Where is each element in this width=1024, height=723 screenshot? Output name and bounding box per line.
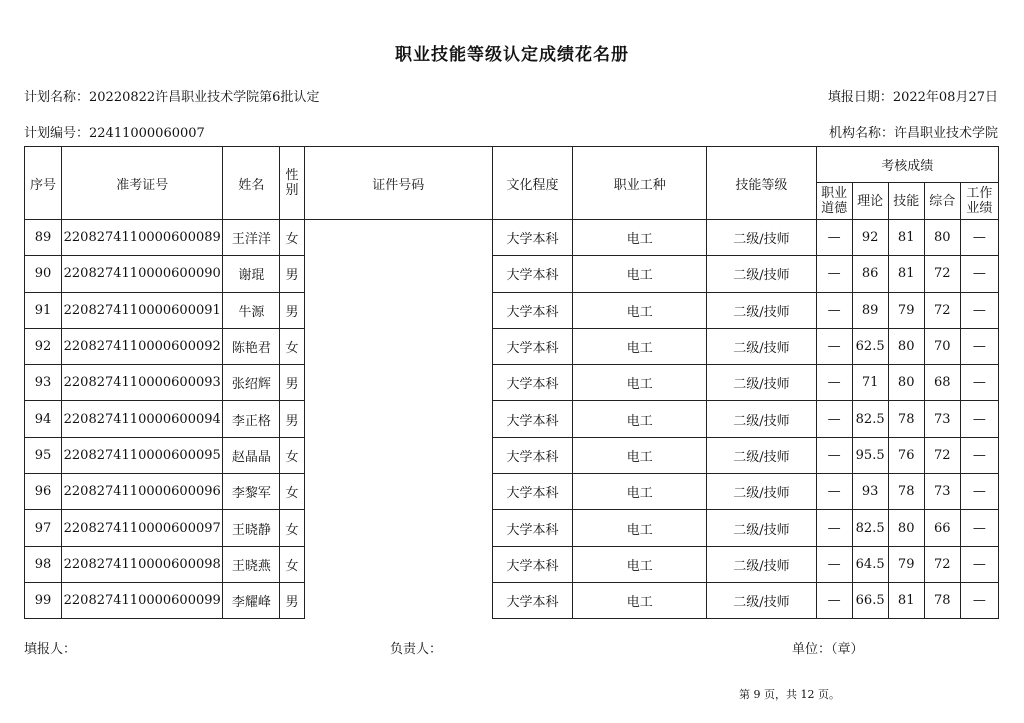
- cell-skill-level: 二级/技师: [707, 474, 816, 510]
- cell-exam-number: 2208274110000600094: [62, 401, 223, 437]
- cell-occupation: 电工: [573, 437, 707, 473]
- cell-seq: 97: [25, 510, 62, 546]
- cell-occupation: 电工: [573, 220, 707, 256]
- cell-overall: 72: [924, 256, 960, 292]
- cell-name: 谢琨: [223, 256, 280, 292]
- cell-ethics: —: [816, 474, 852, 510]
- cell-skill-level: 二级/技师: [707, 365, 816, 401]
- plan-name: [24, 86, 319, 105]
- cell-seq: 99: [25, 582, 62, 618]
- cell-exam-number: 2208274110000600092: [62, 328, 223, 364]
- cell-skill-level: 二级/技师: [707, 582, 816, 618]
- cell-theory: 93: [852, 474, 888, 510]
- table-row: [25, 546, 999, 582]
- cell-id-number: [304, 365, 492, 401]
- cell-performance: —: [960, 328, 998, 364]
- cell-education: 大学本科: [492, 546, 572, 582]
- header-assessment: 考核成绩: [816, 147, 998, 183]
- table-row: [25, 582, 999, 618]
- cell-skill: 80: [888, 510, 924, 546]
- cell-gender: 女: [280, 437, 304, 473]
- cell-theory: 66.5: [852, 582, 888, 618]
- plan-number-label: 计划编号：: [24, 126, 90, 141]
- cell-theory: 62.5: [852, 328, 888, 364]
- cell-name: 牛源: [223, 292, 280, 328]
- report-date: [828, 86, 998, 105]
- cell-occupation: 电工: [573, 365, 707, 401]
- header-name: 姓名: [223, 147, 280, 220]
- cell-occupation: 电工: [573, 401, 707, 437]
- cell-skill: 81: [888, 582, 924, 618]
- cell-skill: 78: [888, 401, 924, 437]
- cell-ethics: —: [816, 292, 852, 328]
- cell-education: 大学本科: [492, 474, 572, 510]
- cell-skill-level: 二级/技师: [707, 546, 816, 582]
- table-row: [25, 328, 999, 364]
- plan-number: [24, 122, 205, 141]
- cell-theory: 64.5: [852, 546, 888, 582]
- cell-seq: 93: [25, 365, 62, 401]
- header-seq: 序号: [25, 147, 62, 220]
- cell-ethics: —: [816, 256, 852, 292]
- cell-occupation: 电工: [573, 328, 707, 364]
- cell-occupation: 电工: [573, 546, 707, 582]
- cell-occupation: 电工: [573, 510, 707, 546]
- cell-performance: —: [960, 474, 998, 510]
- cell-gender: 女: [280, 474, 304, 510]
- responsible-label: 负责人：: [390, 642, 443, 657]
- document-title: 职业技能等级认定成绩花名册: [395, 45, 629, 65]
- cell-occupation: 电工: [573, 292, 707, 328]
- cell-name: 王晓燕: [223, 546, 280, 582]
- cell-skill-level: 二级/技师: [707, 510, 816, 546]
- cell-performance: —: [960, 292, 998, 328]
- cell-gender: 女: [280, 546, 304, 582]
- cell-id-number: [304, 474, 492, 510]
- organization-label: 机构名称：: [828, 126, 894, 141]
- cell-exam-number: 2208274110000600099: [62, 582, 223, 618]
- cell-theory: 71: [852, 365, 888, 401]
- cell-id-number: [304, 437, 492, 473]
- cell-theory: 89: [852, 292, 888, 328]
- cell-name: 李黎军: [223, 474, 280, 510]
- cell-ethics: —: [816, 328, 852, 364]
- cell-skill-level: 二级/技师: [707, 328, 816, 364]
- cell-seq: 92: [25, 328, 62, 364]
- filler-label: 填报人：: [24, 642, 77, 657]
- cell-ethics: —: [816, 510, 852, 546]
- cell-exam-number: 2208274110000600093: [62, 365, 223, 401]
- cell-theory: 92: [852, 220, 888, 256]
- table-row: [25, 365, 999, 401]
- cell-id-number: [304, 292, 492, 328]
- cell-skill-level: 二级/技师: [707, 292, 816, 328]
- cell-name: 王洋洋: [223, 220, 280, 256]
- cell-ethics: —: [816, 401, 852, 437]
- table-row: [25, 401, 999, 437]
- cell-ethics: —: [816, 546, 852, 582]
- cell-skill-level: 二级/技师: [707, 256, 816, 292]
- cell-education: 大学本科: [492, 365, 572, 401]
- header-performance: 工作业绩: [960, 183, 998, 220]
- cell-exam-number: 2208274110000600095: [62, 437, 223, 473]
- plan-name-value: 20220822许昌职业技术学院第6批认定: [89, 90, 320, 105]
- cell-id-number: [304, 328, 492, 364]
- cell-theory: 86: [852, 256, 888, 292]
- cell-education: 大学本科: [492, 437, 572, 473]
- cell-seq: 96: [25, 474, 62, 510]
- cell-overall: 68: [924, 365, 960, 401]
- cell-skill: 79: [888, 292, 924, 328]
- unit-seal-label: 单位：（章）: [792, 642, 864, 657]
- cell-overall: 78: [924, 582, 960, 618]
- table-row: [25, 510, 999, 546]
- cell-seq: 95: [25, 437, 62, 473]
- cell-performance: —: [960, 546, 998, 582]
- header-overall: 综合: [924, 183, 960, 220]
- cell-education: 大学本科: [492, 256, 572, 292]
- cell-name: 张绍辉: [223, 365, 280, 401]
- header-theory: 理论: [852, 183, 888, 220]
- header-exam-number: 准考证号: [62, 147, 223, 220]
- cell-id-number: [304, 510, 492, 546]
- cell-gender: 男: [280, 582, 304, 618]
- cell-overall: 73: [924, 474, 960, 510]
- cell-name: 李耀峰: [223, 582, 280, 618]
- cell-skill-level: 二级/技师: [707, 401, 816, 437]
- cell-skill-level: 二级/技师: [707, 437, 816, 473]
- cell-seq: 98: [25, 546, 62, 582]
- cell-exam-number: 2208274110000600090: [62, 256, 223, 292]
- cell-overall: 73: [924, 401, 960, 437]
- cell-exam-number: 2208274110000600098: [62, 546, 223, 582]
- header-skill: 技能: [888, 183, 924, 220]
- cell-performance: —: [960, 401, 998, 437]
- cell-name: 李正格: [223, 401, 280, 437]
- cell-education: 大学本科: [492, 220, 572, 256]
- cell-name: 赵晶晶: [223, 437, 280, 473]
- cell-education: 大学本科: [492, 292, 572, 328]
- cell-gender: 男: [280, 401, 304, 437]
- cell-performance: —: [960, 437, 998, 473]
- cell-theory: 95.5: [852, 437, 888, 473]
- cell-gender: 男: [280, 292, 304, 328]
- cell-occupation: 电工: [573, 582, 707, 618]
- cell-skill: 78: [888, 474, 924, 510]
- cell-exam-number: 2208274110000600096: [62, 474, 223, 510]
- cell-education: 大学本科: [492, 328, 572, 364]
- cell-overall: 70: [924, 328, 960, 364]
- cell-performance: —: [960, 510, 998, 546]
- header-education: 文化程度: [492, 147, 572, 220]
- cell-skill: 81: [888, 220, 924, 256]
- cell-education: 大学本科: [492, 510, 572, 546]
- cell-theory: 82.5: [852, 401, 888, 437]
- table-row: [25, 220, 999, 256]
- cell-overall: 72: [924, 292, 960, 328]
- cell-skill: 76: [888, 437, 924, 473]
- cell-id-number: [304, 256, 492, 292]
- cell-skill: 79: [888, 546, 924, 582]
- cell-seq: 94: [25, 401, 62, 437]
- cell-skill: 80: [888, 365, 924, 401]
- table-row: [25, 292, 999, 328]
- cell-occupation: 电工: [573, 474, 707, 510]
- header-occupation: 职业工种: [573, 147, 707, 220]
- report-date-label: 填报日期：: [827, 90, 893, 105]
- cell-education: 大学本科: [492, 582, 572, 618]
- cell-id-number: [304, 401, 492, 437]
- cell-id-number: [304, 546, 492, 582]
- plan-name-label: 计划名称：: [24, 90, 90, 105]
- cell-overall: 72: [924, 546, 960, 582]
- organization-value: 许昌职业技术学院: [893, 126, 998, 141]
- cell-gender: 男: [280, 365, 304, 401]
- cell-skill: 80: [888, 328, 924, 364]
- cell-seq: 89: [25, 220, 62, 256]
- cell-exam-number: 2208274110000600091: [62, 292, 223, 328]
- cell-overall: 80: [924, 220, 960, 256]
- cell-id-number: [304, 582, 492, 618]
- cell-overall: 72: [924, 437, 960, 473]
- cell-performance: —: [960, 256, 998, 292]
- cell-occupation: 电工: [573, 256, 707, 292]
- header-ethics: 职业道德: [816, 183, 852, 220]
- cell-seq: 91: [25, 292, 62, 328]
- cell-ethics: —: [816, 220, 852, 256]
- cell-exam-number: 2208274110000600097: [62, 510, 223, 546]
- cell-performance: —: [960, 365, 998, 401]
- cell-seq: 90: [25, 256, 62, 292]
- cell-skill: 81: [888, 256, 924, 292]
- cell-skill-level: 二级/技师: [707, 220, 816, 256]
- cell-gender: 女: [280, 510, 304, 546]
- cell-exam-number: 2208274110000600089: [62, 220, 223, 256]
- table-row: [25, 437, 999, 473]
- cell-name: 陈艳君: [223, 328, 280, 364]
- header-skill-level: 技能等级: [707, 147, 816, 220]
- cell-performance: —: [960, 582, 998, 618]
- cell-ethics: —: [816, 582, 852, 618]
- organization: [829, 122, 998, 141]
- header-gender: 性别: [280, 147, 304, 220]
- table-row: [25, 474, 999, 510]
- cell-gender: 男: [280, 256, 304, 292]
- cell-overall: 66: [924, 510, 960, 546]
- cell-name: 王晓静: [223, 510, 280, 546]
- cell-gender: 女: [280, 220, 304, 256]
- cell-ethics: —: [816, 365, 852, 401]
- table-row: [25, 256, 999, 292]
- cell-education: 大学本科: [492, 401, 572, 437]
- cell-performance: —: [960, 220, 998, 256]
- header-id-number: 证件号码: [304, 147, 492, 220]
- cell-ethics: —: [816, 437, 852, 473]
- plan-number-value: 22411000060007: [89, 126, 205, 141]
- cell-id-number: [304, 220, 492, 256]
- page-indicator: 第 9 页，共 12 页。: [739, 688, 840, 701]
- score-roster-table: [24, 146, 999, 619]
- cell-gender: 女: [280, 328, 304, 364]
- cell-theory: 82.5: [852, 510, 888, 546]
- report-date-value: 2022年08月27日: [892, 90, 998, 105]
